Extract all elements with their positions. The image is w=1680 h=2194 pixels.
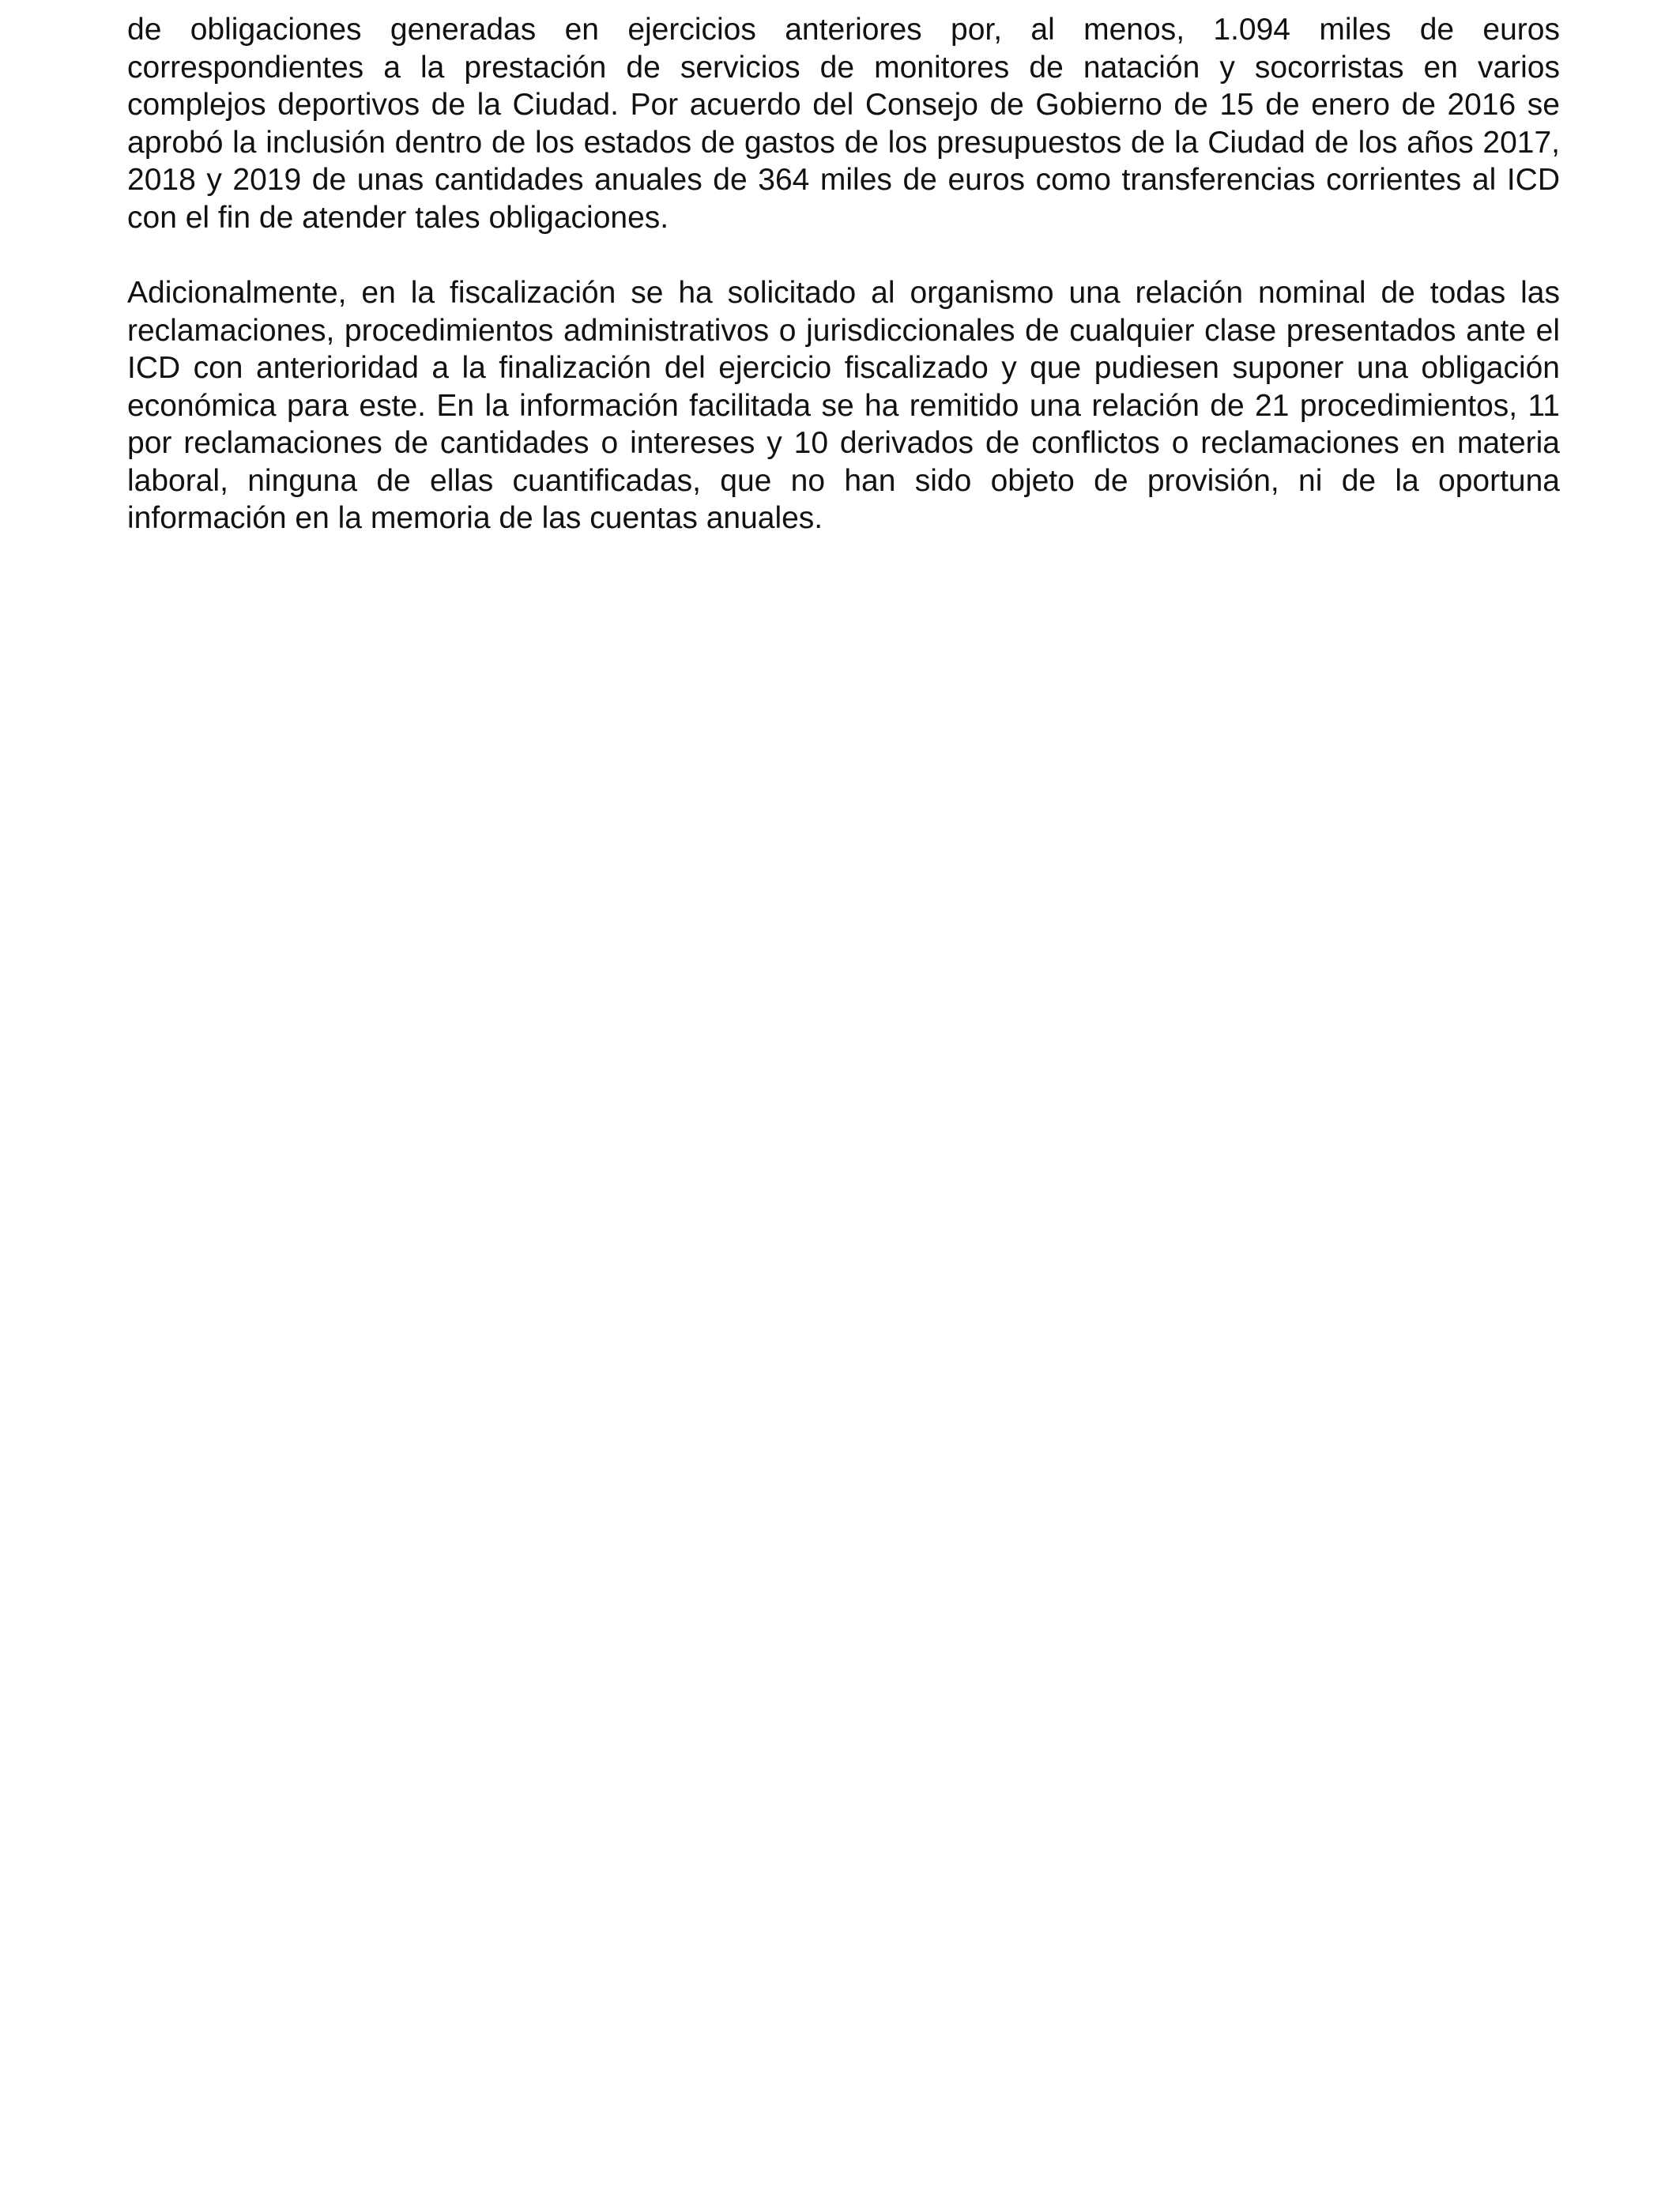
document-body [127, 11, 1560, 537]
paragraph-reclamaciones: Adicionalmente, en la fiscalización se ha solicitado al organismo una relación nominal de todas las reclamaciones, procedimientos administrativos o jurisdiccionales de cualquier clase presentados ante el ICD con anterioridad a la finalización del ejercicio fiscalizado y que pudiesen suponer una obligación económica para este. En la información facilitada se ha remitido una relación de 21 procedimientos, 11 por reclamaciones de cantidades o intereses y 10 derivados de conflictos o reclamaciones en materia laboral, ninguna de ellas cuantificadas, que no han sido objeto de provisión, ni de la oportuna información en la memoria de las cuentas anuales. [127, 276, 1560, 535]
paragraph-obligaciones: de obligaciones generadas en ejercicios anteriores por, al menos, 1.094 miles de euros correspondientes a la prestación de servicios de monitores de natación y socorristas en varios complejos deportivos de la Ciudad. Por acuerdo del Consejo de Gobierno de 15 de enero de 2016 se aprobó la inclusión dentro de los estados de gastos de los presupuestos de la Ciudad de los años 2017, 2018 y 2019 de unas cantidades anuales de 364 miles de euros como transferencias corrientes al ICD con el fin de atender tales obligaciones. [127, 13, 1560, 235]
